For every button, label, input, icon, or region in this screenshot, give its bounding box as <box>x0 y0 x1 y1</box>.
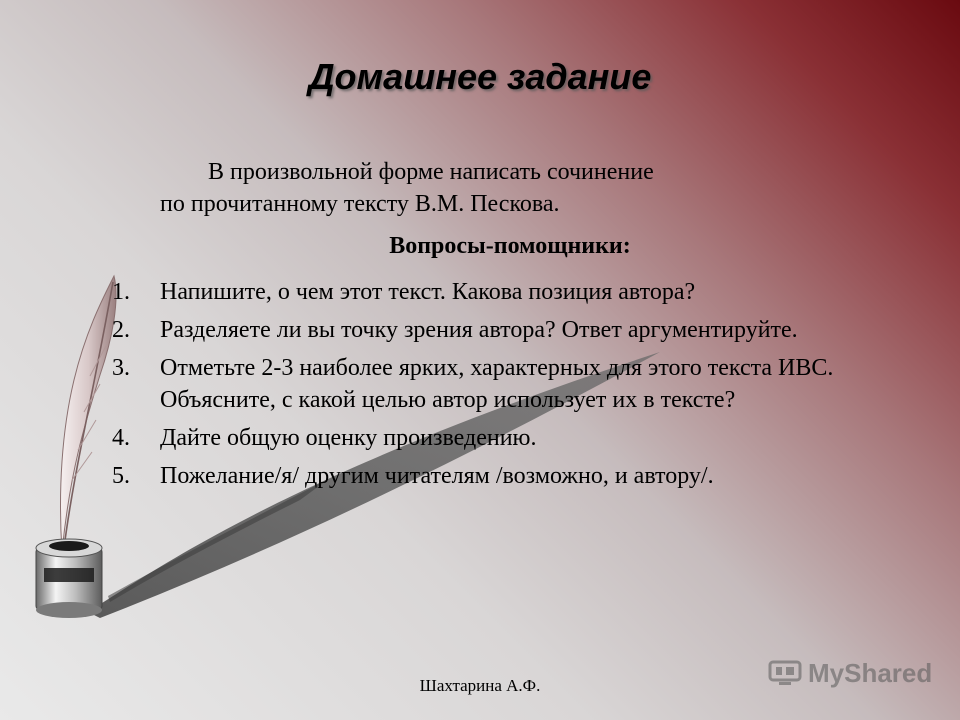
question-number: 4. <box>112 425 130 451</box>
question-item <box>112 314 902 346</box>
question-text: Пожелание/я/ другим читателям /возможно, и автору/. <box>160 463 714 489</box>
myshared-watermark[interactable] <box>768 656 938 690</box>
author-footer: Шахтарина А.Ф. <box>419 676 541 695</box>
task-description <box>160 156 860 220</box>
question-item <box>112 276 902 308</box>
question-item <box>112 422 902 454</box>
question-item <box>112 460 902 492</box>
question-text: Разделяете ли вы точку зрения автора? Ответ аргументируйте. <box>160 317 798 343</box>
question-number: 5. <box>112 463 130 489</box>
question-number: 3. <box>112 355 130 381</box>
quill-feather-icon <box>61 276 117 552</box>
question-item <box>112 352 902 416</box>
watermark-text: MyShared <box>808 657 933 688</box>
question-number: 1. <box>112 279 130 305</box>
questions-heading: Вопросы-помощники: <box>389 233 631 259</box>
question-number: 2. <box>112 317 130 343</box>
question-text: Дайте общую оценку произведению. <box>160 425 537 451</box>
inkwell-icon <box>36 539 102 618</box>
question-text: Отметьте 2-3 наиболее ярких, характерных для этого текста ИВС. Объясните, с какой целью автор использует их в тексте? <box>160 355 834 413</box>
myshared-logo-icon <box>768 658 802 688</box>
questions-list <box>112 276 902 492</box>
task-line-1: В произвольной форме написать сочинение <box>208 159 654 185</box>
slide-title: Домашнее задание <box>308 56 652 97</box>
question-text: Напишите, о чем этот текст. Какова позиция автора? <box>160 279 696 305</box>
task-line-2: по прочитанному тексту В.М. Пескова. <box>160 191 560 217</box>
